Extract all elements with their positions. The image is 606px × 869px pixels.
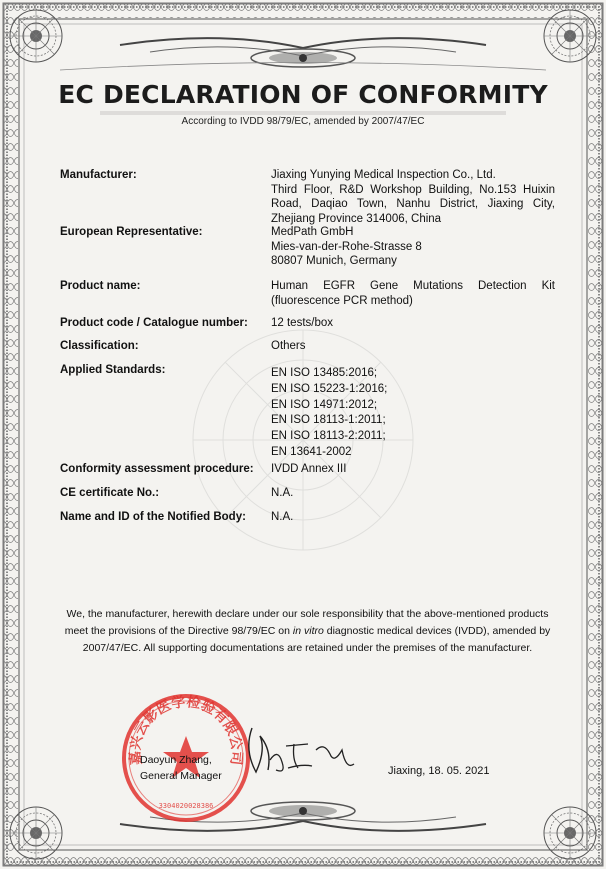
declaration-paragraph [60, 606, 555, 658]
standard-item: EN ISO 13485:2016; [271, 367, 378, 379]
notified-body-label: Name and ID of the Notified Body: [60, 511, 246, 523]
conformity-procedure-value: IVDD Annex III [271, 463, 347, 475]
eu-representative-line: Mies-van-der-Rohe-Strasse 8 [271, 240, 422, 253]
product-name-line: Human EGFR Gene Mutations Detection Kit [271, 280, 555, 292]
document-subtitle: According to IVDD 98/79/EC, amended by 2007/47/EC [181, 116, 425, 127]
eu-representative-line: 80807 Munich, Germany [271, 255, 397, 268]
handwritten-signature [238, 720, 358, 782]
eu-representative-label: European Representative: [60, 226, 203, 238]
classification-label: Classification: [60, 340, 139, 352]
manufacturer-label: Manufacturer: [60, 169, 137, 181]
declaration-italic: in vitro [292, 625, 324, 638]
signer-name: Daoyun Zhang, [140, 754, 212, 766]
standard-item: EN ISO 18113-1:2011; [271, 414, 386, 427]
product-code-value: 12 tests/box [271, 317, 334, 329]
seal-text: 嘉兴云影医学检验有限公司 [127, 694, 245, 766]
standard-item: EN ISO 14971:2012; [271, 398, 378, 411]
product-name-line: (fluorescence PCR method) [271, 294, 413, 307]
applied-standards-label: Applied Standards: [60, 364, 166, 376]
manufacturer-line: Zhejiang Province 314006, China [271, 212, 442, 225]
seal-number: 3304020028386 [158, 802, 214, 810]
declaration-text-1: We, the manufacturer, herewith declare under our sole responsibility that the above-mentioned products meet the provisions of the Directive 98/79/EC on [64, 608, 549, 638]
eu-representative-value [271, 225, 555, 269]
standard-item: EN 13641-2002 [271, 445, 352, 458]
applied-standards-value [271, 366, 555, 461]
manufacturer-line: Third Floor, R&D Workshop Building, No.153 Huixin [271, 183, 555, 196]
manufacturer-value [271, 168, 555, 226]
standard-item: EN ISO 18113-2:2011; [271, 430, 386, 443]
eu-representative-line: MedPath GmbH [271, 226, 354, 238]
declaration-text-2: diagnostic medical devices (IVDD), amended by 2007/47/EC. All supporting documentations are retained under the premises of the manufacturer. [82, 625, 551, 655]
product-name-label: Product name: [60, 280, 141, 292]
manufacturer-line: Road, Daqiao Town, Nanhu District, Jiaxing City, [271, 198, 555, 211]
product-name-value [271, 279, 555, 308]
place-and-date: Jiaxing, 18. 05. 2021 [388, 765, 490, 777]
document-title: EC DECLARATION OF CONFORMITY [58, 80, 548, 109]
manufacturer-line: Jiaxing Yunying Medical Inspection Co., Ltd. [271, 169, 496, 181]
signer-title: General Manager [140, 770, 222, 782]
notified-body-value: N.A. [271, 511, 294, 523]
ce-certificate-value: N.A. [271, 487, 294, 499]
standard-item: EN ISO 15223-1:2016; [271, 382, 388, 395]
classification-value: Others [271, 340, 306, 352]
conformity-procedure-label: Conformity assessment procedure: [60, 463, 254, 475]
ce-certificate-label: CE certificate No.: [60, 487, 160, 499]
product-code-label: Product code / Catalogue number: [60, 317, 248, 329]
signer-block [140, 752, 222, 784]
